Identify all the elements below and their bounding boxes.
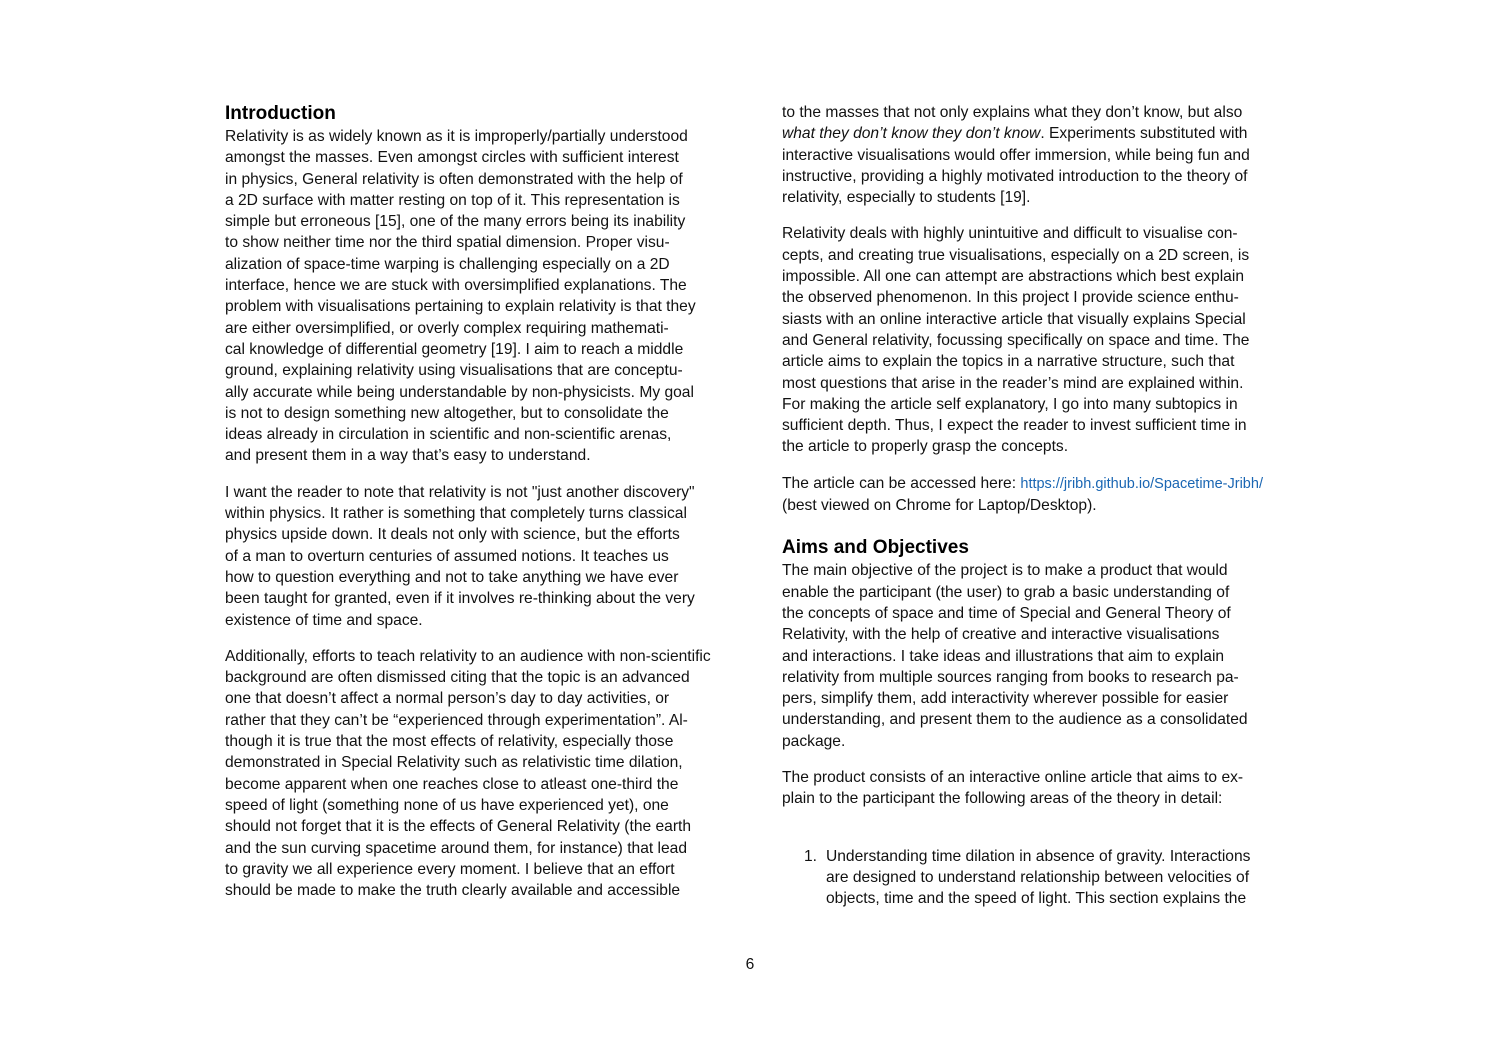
list-item-text bbox=[826, 846, 1282, 910]
text-line: and present them in a way that’s easy to understand. bbox=[225, 447, 591, 465]
text-line: background are often dismissed citing that the topic is an advanced bbox=[225, 669, 690, 687]
text-line: to show neither time nor the third spatial dimension. Proper visu- bbox=[225, 234, 670, 252]
text-line: cal knowledge of differential geometry [19]. I aim to reach a middle bbox=[225, 340, 684, 358]
text-line: and interactions. I take ideas and illustrations that aim to explain bbox=[782, 647, 1225, 665]
text-line: of a man to overturn centuries of assumed notions. It teaches us bbox=[225, 547, 669, 565]
text-line: The main objective of the project is to make a product that would bbox=[782, 562, 1228, 580]
text-line: and the sun curving spacetime around them, for instance) that lead bbox=[225, 839, 688, 857]
text-line: problem with visualisations pertaining to explain relativity is that they bbox=[225, 298, 696, 316]
text-line: been taught for granted, even if it involves re-thinking about the very bbox=[225, 590, 695, 608]
relativity-paragraph bbox=[782, 223, 1282, 457]
text-line: alization of space-time warping is challenging especially on a 2D bbox=[225, 255, 670, 273]
text-line: interface, hence we are stuck with oversimplified explanations. The bbox=[225, 277, 687, 295]
text-line: Relativity deals with highly unintuitive and difficult to visualise con- bbox=[782, 225, 1238, 243]
text-line: ally accurate while being understandable by non-physicists. My goal bbox=[225, 383, 694, 401]
text-line: ideas already in circulation in scientific and non-scientific arenas, bbox=[225, 426, 672, 444]
left-column bbox=[225, 102, 740, 916]
text-line: enable the participant (the user) to grab a basic understanding of bbox=[782, 583, 1230, 601]
text-line: physics upside down. It deals not only with science, but the efforts bbox=[225, 526, 680, 544]
text-line: are either oversimplified, or overly complex requiring mathemati- bbox=[225, 319, 669, 337]
text-line: I want the reader to note that relativity is not "just another discovery" bbox=[225, 483, 695, 501]
text-line: though it is true that the most effects of relativity, especially those bbox=[225, 733, 674, 751]
text-line: relativity, especially to students [19]. bbox=[782, 189, 1031, 207]
text-line: interactive visualisations would offer immersion, while being fun and bbox=[782, 146, 1250, 164]
text-line: article aims to explain the topics in a narrative structure, such that bbox=[782, 353, 1235, 371]
text-line: objects, time and the speed of light. This section explains the bbox=[826, 890, 1247, 908]
text-line: package. bbox=[782, 732, 846, 750]
text-line: instructive, providing a highly motivated introduction to the theory of bbox=[782, 167, 1248, 185]
text-line: plain to the participant the following areas of the theory in detail: bbox=[782, 790, 1223, 808]
text-line bbox=[782, 473, 1282, 495]
continued-paragraph bbox=[782, 102, 1282, 208]
italic-phrase: what they don’t know they don’t know bbox=[782, 125, 1041, 143]
text-line: Relativity, with the help of creative and interactive visualisations bbox=[782, 626, 1220, 644]
text-line: ground, explaining relativity using visualisations that are conceptu- bbox=[225, 362, 683, 380]
aims-paragraph-2 bbox=[782, 767, 1282, 810]
text-line: cepts, and creating true visualisations, especially on a 2D screen, is bbox=[782, 246, 1250, 264]
text-line: in physics, General relativity is often demonstrated with the help of bbox=[225, 170, 683, 188]
text-line: and General relativity, focussing specifically on space and time. The bbox=[782, 331, 1250, 349]
text-line: to gravity we all experience every moment. I believe that an effort bbox=[225, 860, 675, 878]
text-line: how to question everything and not to take anything we have ever bbox=[225, 568, 679, 586]
text-line: are designed to understand relationship between velocities of bbox=[826, 868, 1250, 886]
text-line: a 2D surface with matter resting on top of it. This representation is bbox=[225, 191, 680, 209]
intro-paragraph-2 bbox=[225, 482, 740, 631]
text-line: Relativity is as widely known as it is improperly/partially understood bbox=[225, 128, 688, 145]
list-item bbox=[782, 846, 1282, 910]
text-line: impossible. All one can attempt are abstractions which best explain bbox=[782, 268, 1244, 286]
text-line: become apparent when one reaches close to atleast one-third the bbox=[225, 775, 679, 793]
text-line: Understanding time dilation in absence of gravity. Interactions bbox=[826, 847, 1251, 865]
text-line: the article to properly grasp the concepts. bbox=[782, 438, 1069, 456]
text-line: one that doesn’t affect a normal person’s day to day activities, or bbox=[225, 690, 670, 708]
introduction-heading: Introduction bbox=[225, 103, 336, 124]
right-column bbox=[782, 102, 1282, 910]
text-line: relativity from multiple sources ranging from books to research pa- bbox=[782, 668, 1239, 686]
aims-paragraph-1 bbox=[782, 560, 1282, 752]
text-line: pers, simplify them, add interactivity wherever possible for easier bbox=[782, 690, 1229, 708]
text-line: should be made to make the truth clearly available and accessible bbox=[225, 882, 681, 900]
text-line: siasts with an online interactive article that visually explains Special bbox=[782, 310, 1246, 328]
text-line: amongst the masses. Even amongst circles with sufficient interest bbox=[225, 149, 679, 167]
text-line: rather that they can’t be “experienced through experimentation”. Al- bbox=[225, 711, 688, 729]
article-link[interactable]: https://jribh.github.io/Spacetime-Jribh/ bbox=[1020, 475, 1263, 492]
text-line: Additionally, efforts to teach relativity to an audience with non-scientific bbox=[225, 647, 711, 665]
text-line: within physics. It rather is something that completely turns classical bbox=[225, 505, 687, 523]
text-fragment: . Experiments substituted with bbox=[1040, 125, 1248, 143]
text-line: For making the article self explanatory, I go into many subtopics in bbox=[782, 395, 1238, 413]
aims-heading: Aims and Objectives bbox=[782, 537, 969, 559]
access-prefix: The article can be accessed here: bbox=[782, 474, 1021, 492]
text-line: The product consists of an interactive online article that aims to ex- bbox=[782, 769, 1244, 787]
text-line: the observed phenomenon. In this project I provide science enthu- bbox=[782, 289, 1239, 307]
text-line: the concepts of space and time of Special and General Theory of bbox=[782, 604, 1231, 622]
text-line: existence of time and space. bbox=[225, 611, 423, 629]
text-line: is not to design something new altogether, but to consolidate the bbox=[225, 404, 669, 422]
text-line: demonstrated in Special Relativity such as relativistic time dilation, bbox=[225, 754, 683, 772]
text-line: understanding, and present them to the audience as a consolidated bbox=[782, 711, 1248, 729]
text-line: to the masses that not only explains what they don’t know, but also bbox=[782, 104, 1243, 121]
text-line: most questions that arise in the reader’s mind are explained within. bbox=[782, 374, 1244, 392]
intro-paragraph-3 bbox=[225, 646, 740, 902]
text-line: speed of light (something none of us have experienced yet), one bbox=[225, 796, 669, 814]
continued-paragraph-rest bbox=[782, 145, 1282, 209]
text-line: (best viewed on Chrome for Laptop/Desktop). bbox=[782, 497, 1097, 515]
access-paragraph bbox=[782, 473, 1282, 517]
intro-paragraph-1 bbox=[225, 126, 740, 467]
text-line: simple but erroneous [15], one of the many errors being its inability bbox=[225, 213, 686, 231]
list-number: 1. bbox=[804, 847, 818, 865]
text-line: should not forget that it is the effects of General Relativity (the earth bbox=[225, 818, 692, 836]
text-line bbox=[782, 123, 1282, 144]
text-line: sufficient depth. Thus, I expect the reader to invest sufficient time in bbox=[782, 417, 1247, 435]
page-number: 6 bbox=[745, 956, 755, 973]
